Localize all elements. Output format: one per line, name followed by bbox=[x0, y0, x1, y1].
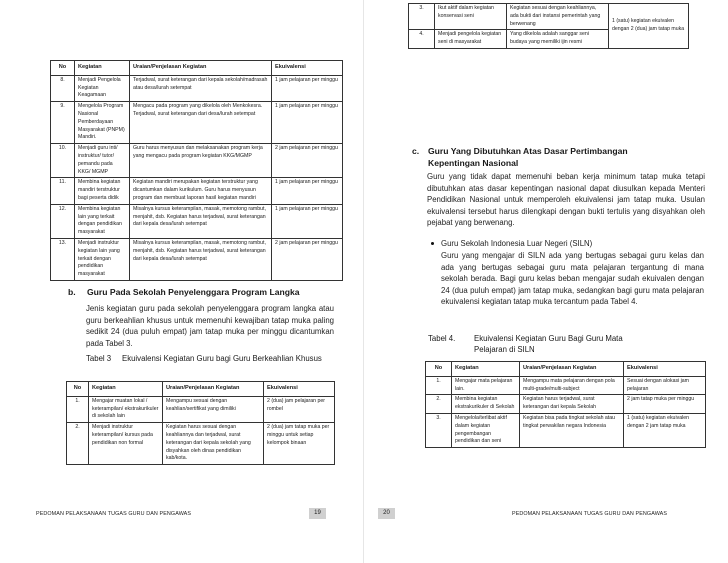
row-ekuivalensi: 1 jam pelajaran per minggu bbox=[272, 178, 343, 204]
row-number: 1. bbox=[67, 396, 89, 422]
table-row bbox=[67, 423, 335, 465]
column-header-uraian: Uraian/Penjelasan Kegiatan bbox=[163, 382, 264, 397]
column-header-kegiatan: Kegiatan bbox=[75, 61, 130, 76]
row-ekuivalensi: 1 (satu) kegiatan ekuivalen dengan 2 jam tatap muka bbox=[624, 413, 706, 447]
row-uraian: Kegiatan sesuai dengan keahliannya, ada bukti dari instansi pemerintah yang berwenang bbox=[507, 4, 609, 30]
table-row bbox=[426, 413, 706, 447]
row-number: 4. bbox=[409, 30, 435, 49]
section-c-letter: c. bbox=[412, 146, 420, 156]
row-uraian: Mengampu mata pelajaran dengan pola multi-grade/multi-subject bbox=[520, 376, 624, 395]
page-number: 19 bbox=[309, 508, 326, 519]
row-kegiatan: Membina kegiatan lain yang terkait dengan pendidikan masyarakat bbox=[75, 204, 130, 238]
row-kegiatan: Mengelola/terlibat aktif dalam kegiatan pengembangan pendidikan dan seni bbox=[452, 413, 520, 447]
row-uraian: Mengampu sesuai dengan keahlian/sertifikat yang dimiliki bbox=[163, 396, 264, 422]
row-kegiatan: Ikut aktif dalam kegiatan konservasi seni bbox=[435, 4, 507, 30]
section-c-paragraph: Guru yang tidak dapat memenuhi beban kerja minimum tatap muka tetapi dibutuhkan atas dasar kepentingan nasional dapat diusulkan kepada Menteri Pendidikan Nasional untuk memperoleh ekuivalensi jam tatap muka. Usulan ekuivalensi tersebut harus dilengkapi dengan bukti tertulis yang disyahkan oleh pejabat yang berwenang. bbox=[427, 172, 705, 228]
table-row bbox=[51, 75, 343, 101]
row-number: 2. bbox=[426, 395, 452, 414]
row-kegiatan: Menjadi pengelola kegiatan seni di masyarakat bbox=[435, 30, 507, 49]
row-kegiatan: Membina kegiatan mandiri terstruktur bagi peserta didik bbox=[75, 178, 130, 204]
column-header-uraian: Uraian/Penjelasan Kegiatan bbox=[130, 61, 272, 76]
section-c-heading-line-2: Kepentingan Nasional bbox=[428, 158, 519, 168]
table-4-label: Tabel 4. bbox=[428, 334, 456, 343]
row-uraian: Kegiatan mandiri merupakan kegiatan terstruktur yang dicantumkan dalam kurikulum. Guru harus menyusun program dan membuat laporan hasil kegiatan mandiri bbox=[130, 178, 272, 204]
row-number: 1. bbox=[426, 376, 452, 395]
row-kegiatan: Mengajar mata pelajaran lain. bbox=[452, 376, 520, 395]
section-c-heading-line-1: Guru Yang Dibutuhkan Atas Dasar Pertimbangan bbox=[428, 146, 628, 156]
row-uraian: Guru harus menyusun dan melaksanakan program kerja yang mengacu pada program kegiatan KKG/MGMP bbox=[130, 144, 272, 178]
row-number: 8. bbox=[51, 75, 75, 101]
row-uraian: Yang dikelola adalah sanggar seni budaya yang memiliki ijin resmi bbox=[507, 30, 609, 49]
row-number: 9. bbox=[51, 102, 75, 144]
row-ekuivalensi: 2 jam pelajaran per minggu bbox=[272, 238, 343, 280]
row-uraian: Kegiatan bisa pada tingkat sekolah atau tingkat perwakilan negara Indonesia bbox=[520, 413, 624, 447]
row-uraian: Kegiatan harus terjadwal, surat keterangan dari kepala Sekolah bbox=[520, 395, 624, 414]
table-row bbox=[67, 396, 335, 422]
column-header-no: No bbox=[426, 362, 452, 377]
page-number: 20 bbox=[378, 508, 395, 519]
row-ekuivalensi: 1 jam pelajaran per minggu bbox=[272, 204, 343, 238]
table-3-label: Tabel 3 bbox=[86, 354, 112, 363]
table-4-title-line-1: Ekuivalensi Kegiatan Guru Bagi Guru Mata bbox=[474, 334, 623, 343]
row-kegiatan: Mengelola Program Nasional Pemberdayaan Masyarakat (PNPM) Mandiri. bbox=[75, 102, 130, 144]
row-uraian: Misalnya kursus keterampilan, masak, memotong rambut, menjahit, dsb. Kegiatan harus terjadwal, surat keterangan dari kepala desa/lurah setempat bbox=[130, 238, 272, 280]
table-row bbox=[426, 376, 706, 395]
activity-table-continued bbox=[50, 60, 343, 281]
row-ekuivalensi: 2 (dua) jam tatap muka per minggu untuk setiap kelompok binaan bbox=[264, 423, 335, 465]
column-header-kegiatan: Kegiatan bbox=[89, 382, 163, 397]
row-ekuivalensi: 1 jam pelajaran per minggu bbox=[272, 102, 343, 144]
row-number: 3. bbox=[409, 4, 435, 30]
row-kegiatan: Menjadi instruktur keterampilan/ kursus pada pendidikan non formal bbox=[89, 423, 163, 465]
row-uraian: Terjadwal, surat keterangan dari kepala sekolah/madrasah atau desa/lurah setempat bbox=[130, 75, 272, 101]
row-ekuivalensi: 2 (dua) jam pelajaran per rombel bbox=[264, 396, 335, 422]
table-row bbox=[426, 395, 706, 414]
table-row bbox=[51, 102, 343, 144]
table-header-row bbox=[67, 382, 335, 397]
table-row bbox=[409, 4, 689, 30]
column-header-no: No bbox=[51, 61, 75, 76]
row-number: 12. bbox=[51, 204, 75, 238]
row-kegiatan: Menjadi Pengelola Kegiatan Keagamaan bbox=[75, 75, 130, 101]
table-row bbox=[51, 144, 343, 178]
row-uraian: Misalnya kursus keterampilan, masak, memotong rambut, menjahit, dsb. Kegiatan harus terjadwal, surat keterangan dari kepala desa/lurah setempat bbox=[130, 204, 272, 238]
row-number: 2. bbox=[67, 423, 89, 465]
footer-title: PEDOMAN PELAKSANAAN TUGAS GURU DAN PENGAWAS bbox=[36, 511, 192, 517]
row-number: 11. bbox=[51, 178, 75, 204]
row-number: 13. bbox=[51, 238, 75, 280]
table-header-row bbox=[426, 362, 706, 377]
row-ekuivalensi: 2 jam tatap muka per minggu bbox=[624, 395, 706, 414]
column-header-uraian: Uraian/Penjelasan Kegiatan bbox=[520, 362, 624, 377]
row-kegiatan: Mengajar muatan lokal / keterampilan/ ekstrakurikuler di sekolah lain bbox=[89, 396, 163, 422]
row-ekuivalensi: 2 jam pelajaran per minggu bbox=[272, 144, 343, 178]
bullet-siln-heading: Guru Sekolah Indonesia Luar Negeri (SILN) bbox=[441, 239, 593, 248]
bullet-dot-icon bbox=[431, 242, 434, 245]
table-row bbox=[51, 204, 343, 238]
footer-title: PEDOMAN PELAKSANAAN TUGAS GURU DAN PENGAWAS bbox=[512, 511, 668, 517]
row-uraian: Kegiatan harus sesuai dengan keahliannya dan terjadwal, surat keterangan dari kepala sekolah yang disyahkan oleh dinas pendidikan kab/kota. bbox=[163, 423, 264, 465]
table-4-title-line-2: Pelajaran di SILN bbox=[474, 345, 535, 354]
bullet-siln-paragraph: Guru yang mengajar di SILN ada yang bertugas sebagai guru kelas dan ada yang bertugas sebagai guru mata pelajaran tergantung di mana sekolah berada. Bagi guru kelas beban mengajar sudah ekuivalen dengan 24 (dua puluh empat) jam tatap muka, sedangkan bagi guru mata pelajaran ekuivalensi kegiatan tatap muka tercantum pada Tabel 4. bbox=[441, 251, 704, 307]
table-3-title: Ekuivalensi Kegiatan Guru bagi Guru Berkeahlian Khusus bbox=[122, 354, 322, 363]
row-kegiatan: Menjadi instruktur kegiatan lain yang terkait dengan pendidikan masyarakat bbox=[75, 238, 130, 280]
row-ekuivalensi: 1 jam pelajaran per minggu bbox=[272, 75, 343, 101]
right-page bbox=[364, 0, 728, 563]
column-header-ekuivalensi: Ekuivalensi bbox=[272, 61, 343, 76]
table-row bbox=[51, 178, 343, 204]
row-uraian: Mengacu pada program yang dikelola oleh Menkokesra. Terjadwal, surat keterangan dari desa/lurah setempat bbox=[130, 102, 272, 144]
table-3 bbox=[66, 381, 335, 465]
column-header-no: No bbox=[67, 382, 89, 397]
row-ekuivalensi: Sesuai dengan alokasi jam pelajaran bbox=[624, 376, 706, 395]
table-row bbox=[51, 238, 343, 280]
table-4 bbox=[425, 361, 706, 448]
section-b-letter: b. bbox=[68, 287, 76, 297]
row-number: 10. bbox=[51, 144, 75, 178]
table-header-row bbox=[51, 61, 343, 76]
row-number: 3. bbox=[426, 413, 452, 447]
section-b-heading: Guru Pada Sekolah Penyelenggara Program Langka bbox=[87, 287, 300, 297]
section-b-paragraph: Jenis kegiatan guru pada sekolah penyelenggara program langka atau guru berkeahlian khusus untuk memenuhi kewajiban tatap muka paling sedikit 24 (dua puluh empat) jam tatap muka per minggu dicantumkan pada Tabel 3. bbox=[86, 304, 334, 348]
column-header-kegiatan: Kegiatan bbox=[452, 362, 520, 377]
merged-ekuivalensi: 1 (satu) kegiatan ekuivalen dengan 2 (dua) jam tatap muka bbox=[609, 4, 689, 49]
row-kegiatan: Menjadi guru inti/ instruktur/ tutor/ pemandu pada KKG/ MGMP bbox=[75, 144, 130, 178]
activity-table-continued bbox=[408, 3, 689, 49]
column-header-ekuivalensi: Ekuivalensi bbox=[624, 362, 706, 377]
row-kegiatan: Membina kegiatan ekstrakurikuler di Sekolah bbox=[452, 395, 520, 414]
column-header-ekuivalensi: Ekuivalensi bbox=[264, 382, 335, 397]
